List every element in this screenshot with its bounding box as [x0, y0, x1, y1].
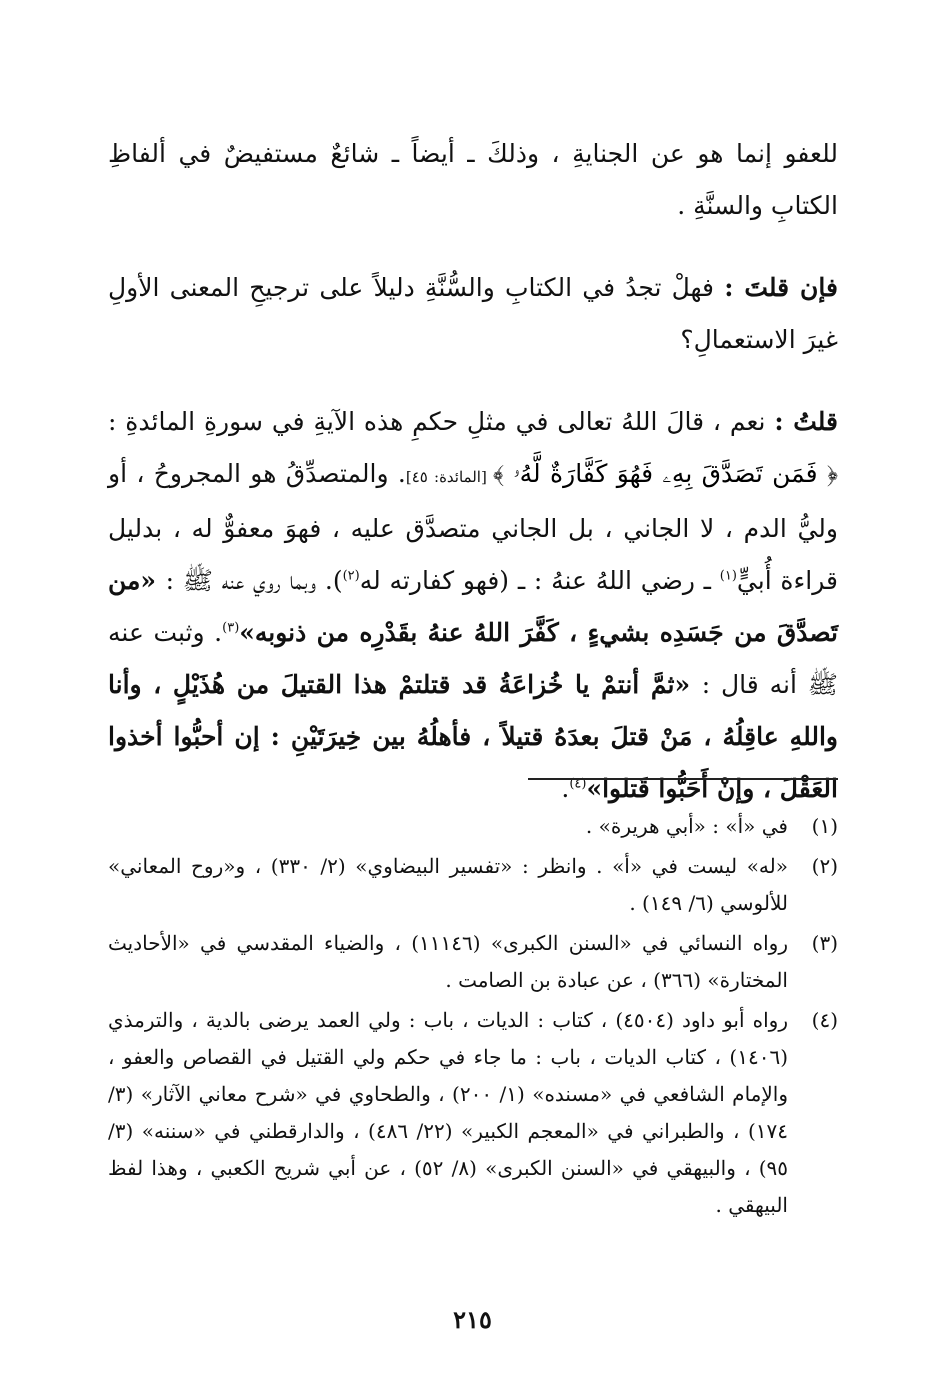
footnote-number: (٢): [811, 854, 838, 878]
footnote-number: (١): [811, 814, 838, 838]
page-number: ٢١٥: [453, 1305, 492, 1334]
answer-text-d: ). وبما روي عنه ﷺ :: [165, 566, 343, 595]
paragraph-1-text: للعفو إنما هو عن الجنايةِ ، وذلكَ ـ أيضاً ـ شائعٌ مستفيضٌ في ألفاظِ الكتابِ والسنَّةِ .: [108, 139, 838, 220]
answer-end: .: [561, 774, 570, 803]
paragraph-2: [108, 262, 838, 366]
footnote-text: رواه أبو داود (٤٥٠٤) ، كتاب : الديات ، باب : ولي العمد يرضى بالدية ، والترمذي (١٤٠٦) ، كتاب الديات ، باب : ما جاء في حكم ولي القتيل في القصاص والعفو ، والإمام الشافعي في «مسنده» (١/ ٢٠٠) ، والطحاوي في «شرح معاني الآثار» (٣/ ١٧٤) ، والطبراني في «المعجم الكبير» (٢٢/ ٤٨٦) ، والدارقطني في «سننه» (٣/ ٩٥) ، والبيهقي في «السنن الكبرى» (٨/ ٥٢) ، عن أبي شريح الكعبي ، وهذا لفظ البيهقي .: [108, 1008, 789, 1217]
answer-text-b: . والمتصدِّقُ هو المجروحُ ، أو وليُّ الدم ، لا الجاني ، بل الجاني متصدَّق عليه ، فهوَ معفوٌّ له ، بدليل قراءة أُبيٍّ: [108, 459, 838, 595]
answer-text-a: نعم ، قالَ اللهُ تعالى في مثلِ حكمِ هذه الآيةِ في سورةِ المائدةِ :: [108, 407, 775, 436]
footnote-1: [108, 808, 838, 845]
answer-text-e: . وثبت عنه ﷺ أنه قال :: [108, 618, 838, 699]
hadith-quote-2: «ثمَّ أنتمْ يا خُزاعَةُ قد قتلتمْ هذا القتيلَ من هُذَيْلٍ ، وأنا واللهِ عاقِلُهُ ، مَنْ قتلَ بعدَهُ قتيلاً ، فأهلُهُ بين خِيرَتَيْنِ : إن أحبُّوا أخذوا العَقْلَ ، وإنْ أَحَبُّوا قَتلوا»: [108, 670, 838, 803]
answer-text-c: ـ رضي اللهُ عنهُ : ـ (فهو كفارته له: [359, 566, 720, 595]
footnotes: [108, 808, 838, 1227]
footnote-marker-3[interactable]: (٣): [222, 620, 240, 636]
question-lead: فإن قلتَ :: [724, 273, 838, 302]
footnote-marker-1[interactable]: (١): [719, 568, 737, 584]
footnote-separator: [528, 778, 838, 780]
footnote-number: (٣): [811, 931, 838, 955]
footnote-3: [108, 925, 838, 999]
footnote-text: «له» ليست في «أ» . وانظر : «تفسير البيضاوي» (٢/ ٣٣٠) ، و«روح المعاني» للألوسي (٦/ ١٤٩) .: [108, 854, 788, 915]
question-text: فهلْ تجدُ في الكتابِ والسُّنَّةِ دليلاً على ترجيحِ المعنى الأولِ غيرَ الاستعمالِ؟: [108, 273, 838, 354]
footnote-marker-4[interactable]: (٤): [569, 776, 587, 792]
footnote-2: [108, 848, 838, 922]
hadith-quote-1: «من تَصدَّقَ من جَسَدِه بشيءٍ ، كَفَّرَ اللهُ عنهُ بقَدْرِه من ذنوبه»: [108, 566, 838, 647]
main-text: [108, 128, 838, 845]
quran-verse: ﴿ فَمَن تَصَدَّقَ بِهِۦ فَهُوَ كَفَّارَةٌ لَّهُۥ ﴾: [492, 459, 839, 488]
footnote-text: رواه النسائي في «السنن الكبرى» (١١١٤٦) ، والضياء المقدسي في «الأحاديث المختارة» (٣٦٦) ، عن عبادة بن الصامت .: [108, 931, 788, 992]
footnote-number: (٤): [811, 1008, 838, 1032]
paragraph-3: [108, 396, 838, 815]
paragraph-1: [108, 128, 838, 232]
footnote-marker-2[interactable]: (٢): [342, 568, 360, 584]
footnote-text: في «أ» : «أبي هريرة» .: [585, 814, 788, 838]
verse-reference: [المائدة: ٤٥]: [405, 468, 493, 486]
answer-lead: قلتُ :: [774, 407, 838, 436]
footnote-4: [108, 1002, 838, 1224]
